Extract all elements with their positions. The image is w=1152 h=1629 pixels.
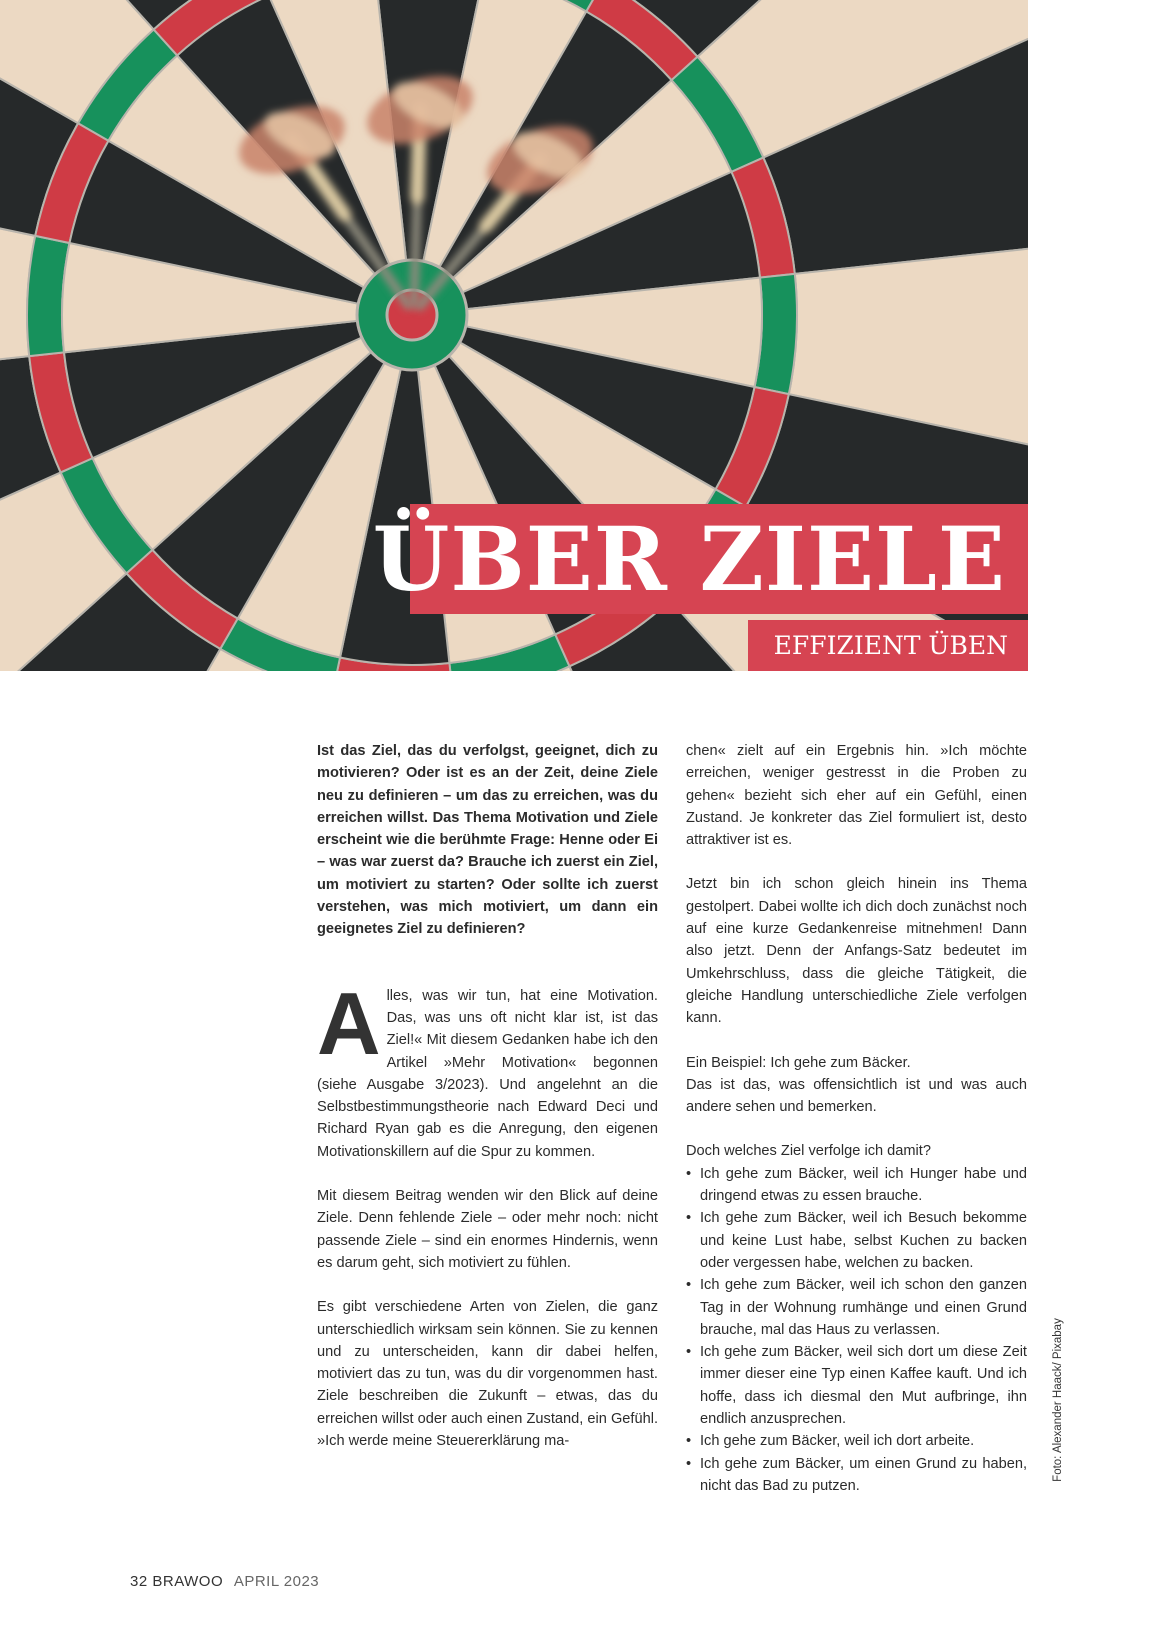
article-paragraph-5b: Das ist das, was offensichtlich ist und was auch andere sehen und bemerken. (686, 1076, 1027, 1116)
page-subtitle: EFFIZIENT ÜBEN (773, 631, 1008, 660)
article-paragraph-1-text: lles, was wir tun, hat eine Motivation. Das, was uns oft nicht klar ist, ist das Ziel!« Mit diesem Gedanken habe ich den Artikel »Mehr Motivation« begonnen (siehe Ausgabe 3/2023). Und angelehnt an die Selbstbestimmungstheorie nach Edward Deci und Richard Ryan gab es die Anregung, den eigenen Motivationskillern auf die Spur zu kommen. (317, 987, 658, 1160)
article-paragraph-3-part-1: Es gibt verschiedene Arten von Zielen, die ganz unterschiedlich wirksam sein können. Sie zu kennen und zu unterscheiden, kann dir dabei helfen, motiviert das zu tun, was du dir vorgenommen hast. Ziele beschreiben die Zukunft – etwas, das du erreichen willst oder auch einen Zustand, ein Gefühl. »Ich werde meine Steuererklärung ma- (317, 1299, 658, 1450)
bullet-icon: • (686, 1277, 692, 1294)
issue-date: APRIL 2023 (233, 1573, 320, 1590)
bullet-icon: • (686, 1165, 692, 1182)
photo-credit: Foto: Alexander Haack/ Pixabay (1052, 1318, 1064, 1482)
drop-cap: A (317, 973, 381, 1073)
list-item: • Ich gehe zum Bäcker, weil sich dort um diese Zeit immer dieser eine Typ einen Kaffee kauft. Und ich hoffe, dass ich diesmal den Mut aufbringe, ihn endlich anzusprechen. (686, 1341, 1027, 1430)
list-item: • Ich gehe zum Bäcker, weil ich Besuch bekomme und keine Lust habe, selbst Kuchen zu backen oder vergessen habe, welchen zu backen. (686, 1207, 1027, 1274)
article-paragraph-3-part-2: chen« zielt auf ein Ergebnis hin. »Ich möchte erreichen, weniger gestresst in die Proben zu gehen« bezieht sich eher auf ein Gefühl, einen Zustand. Je konkreter das Ziel formuliert ist, desto attraktiver ist es. (686, 743, 1027, 849)
article-paragraph-4: Jetzt bin ich schon gleich hinein ins Thema gestolpert. Dabei wollte ich dich doch zunächst noch auf eine kurze Gedankenreise mitnehmen! Dann also jetzt. Denn der Anfangs-Satz bedeutet im Umkehrschluss, dass die gleiche Tätigkeit, die gleiche Handlung unterschiedliche Ziele verfolgen kann. (686, 876, 1027, 1027)
bullet-icon: • (686, 1210, 692, 1227)
bullet-icon: • (686, 1344, 692, 1361)
bullet-icon: • (686, 1455, 692, 1472)
list-item: • Ich gehe zum Bäcker, weil ich Hunger habe und dringend etwas zu essen brauche. (686, 1163, 1027, 1208)
article-paragraph-5a: Ein Beispiel: Ich gehe zum Bäcker. (686, 1054, 911, 1071)
page-number: 32 (130, 1573, 148, 1590)
article-lead: Ist das Ziel, das du verfolgst, geeignet, dich zu motivieren? Oder ist es an der Zeit, deine Ziele neu zu definieren – um das zu erreichen, was du erreichen willst. Das Thema Motivation und Ziele erscheint wie die berühmte Frage: Henne oder Ei – was war zuerst da? Brauche ich zuerst ein Ziel, um motiviert zu starten? Oder sollte ich zuerst verstehen, was mich motiviert, um dann ein geeignetes Ziel zu definieren? (317, 743, 658, 938)
title-banner (372, 504, 1028, 614)
example-list (686, 1163, 1027, 1497)
page-title: ÜBER ZIELE (372, 507, 1006, 611)
article-column-left (317, 740, 658, 1474)
list-item: • Ich gehe zum Bäcker, um einen Grund zu haben, nicht das Bad zu putzen. (686, 1453, 1027, 1498)
bullet-icon: • (686, 1433, 692, 1450)
magazine-name: BRAWOO (152, 1573, 224, 1590)
subtitle-banner (748, 620, 1028, 671)
article-column-right (686, 740, 1027, 1497)
list-item: • Ich gehe zum Bäcker, weil ich schon den ganzen Tag in der Wohnung rumhänge und einen Grund brauche, mal das Haus zu verlassen. (686, 1274, 1027, 1341)
page-footer (130, 1573, 319, 1590)
article-paragraph-2: Mit diesem Beitrag wenden wir den Blick auf deine Ziele. Denn fehlende Ziele – oder mehr noch: nicht passende Ziele – sind ein enormes Hindernis, wenn es darum geht, sich motiviert zu fühlen. (317, 1188, 658, 1271)
article-paragraph-1 (317, 973, 658, 1163)
article-paragraph-6: Doch welches Ziel verfolge ich damit? (686, 1143, 931, 1160)
list-item: • Ich gehe zum Bäcker, weil ich dort arbeite. (686, 1430, 1027, 1452)
